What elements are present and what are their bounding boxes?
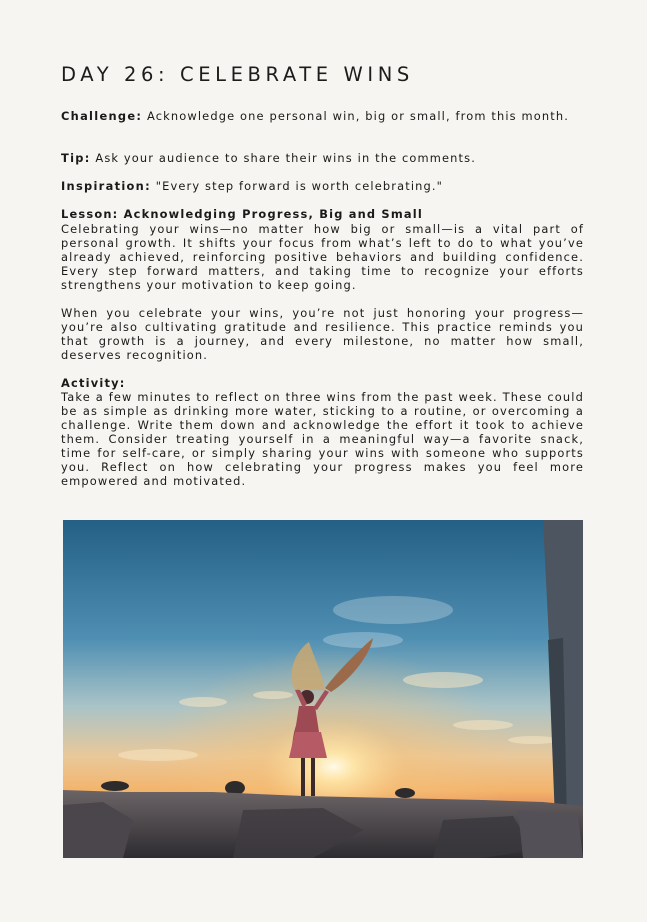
challenge-text: Acknowledge one personal win, big or small, from this month. bbox=[147, 109, 570, 123]
activity-heading: Activity: bbox=[61, 376, 126, 390]
lesson-heading: Lesson: Acknowledging Progress, Big and Small bbox=[61, 207, 423, 221]
person-waving-scarf-at-sunset-icon bbox=[63, 520, 583, 858]
page-title: DAY 26: CELEBRATE WINS bbox=[61, 63, 414, 86]
inspiration-text: "Every step forward is worth celebrating." bbox=[155, 179, 444, 193]
inspiration-label: Inspiration: bbox=[61, 179, 151, 193]
inspiration-paragraph bbox=[61, 179, 584, 193]
challenge-paragraph bbox=[61, 109, 584, 123]
tip-text: Ask your audience to share their wins in the comments. bbox=[95, 151, 477, 165]
tip-paragraph bbox=[61, 151, 584, 165]
sunset-celebration-photo bbox=[63, 520, 583, 858]
tip-label: Tip: bbox=[61, 151, 91, 165]
challenge-label: Challenge: bbox=[61, 109, 143, 123]
activity-paragraph: Take a few minutes to reflect on three wins from the past week. These could be as simple as drinking more water, sticking to a routine, or overcoming a challenge. Write them down and acknowledge the effort it took to achieve them. Consider treating yourself in a meaningful way—a favorite snack, time for self-care, or simply sharing your wins with someone who supports you. Reflect on how celebrating your progress makes you feel more empowered and motivated. bbox=[61, 390, 584, 488]
lesson-paragraph-2: When you celebrate your wins, you’re not just honoring your progress—you’re also cultivating gratitude and resilience. This practice reminds you that growth is a journey, and every milestone, no matter how small, deserves recognition. bbox=[61, 306, 584, 362]
lesson-paragraph-1: Celebrating your wins—no matter how big or small—is a vital part of personal growth. It shifts your focus from what’s left to do to what you’ve already achieved, reinforcing positive behaviors and building confidence. Every step forward matters, and taking time to recognize your efforts strengthens your motivation to keep going. bbox=[61, 222, 584, 292]
